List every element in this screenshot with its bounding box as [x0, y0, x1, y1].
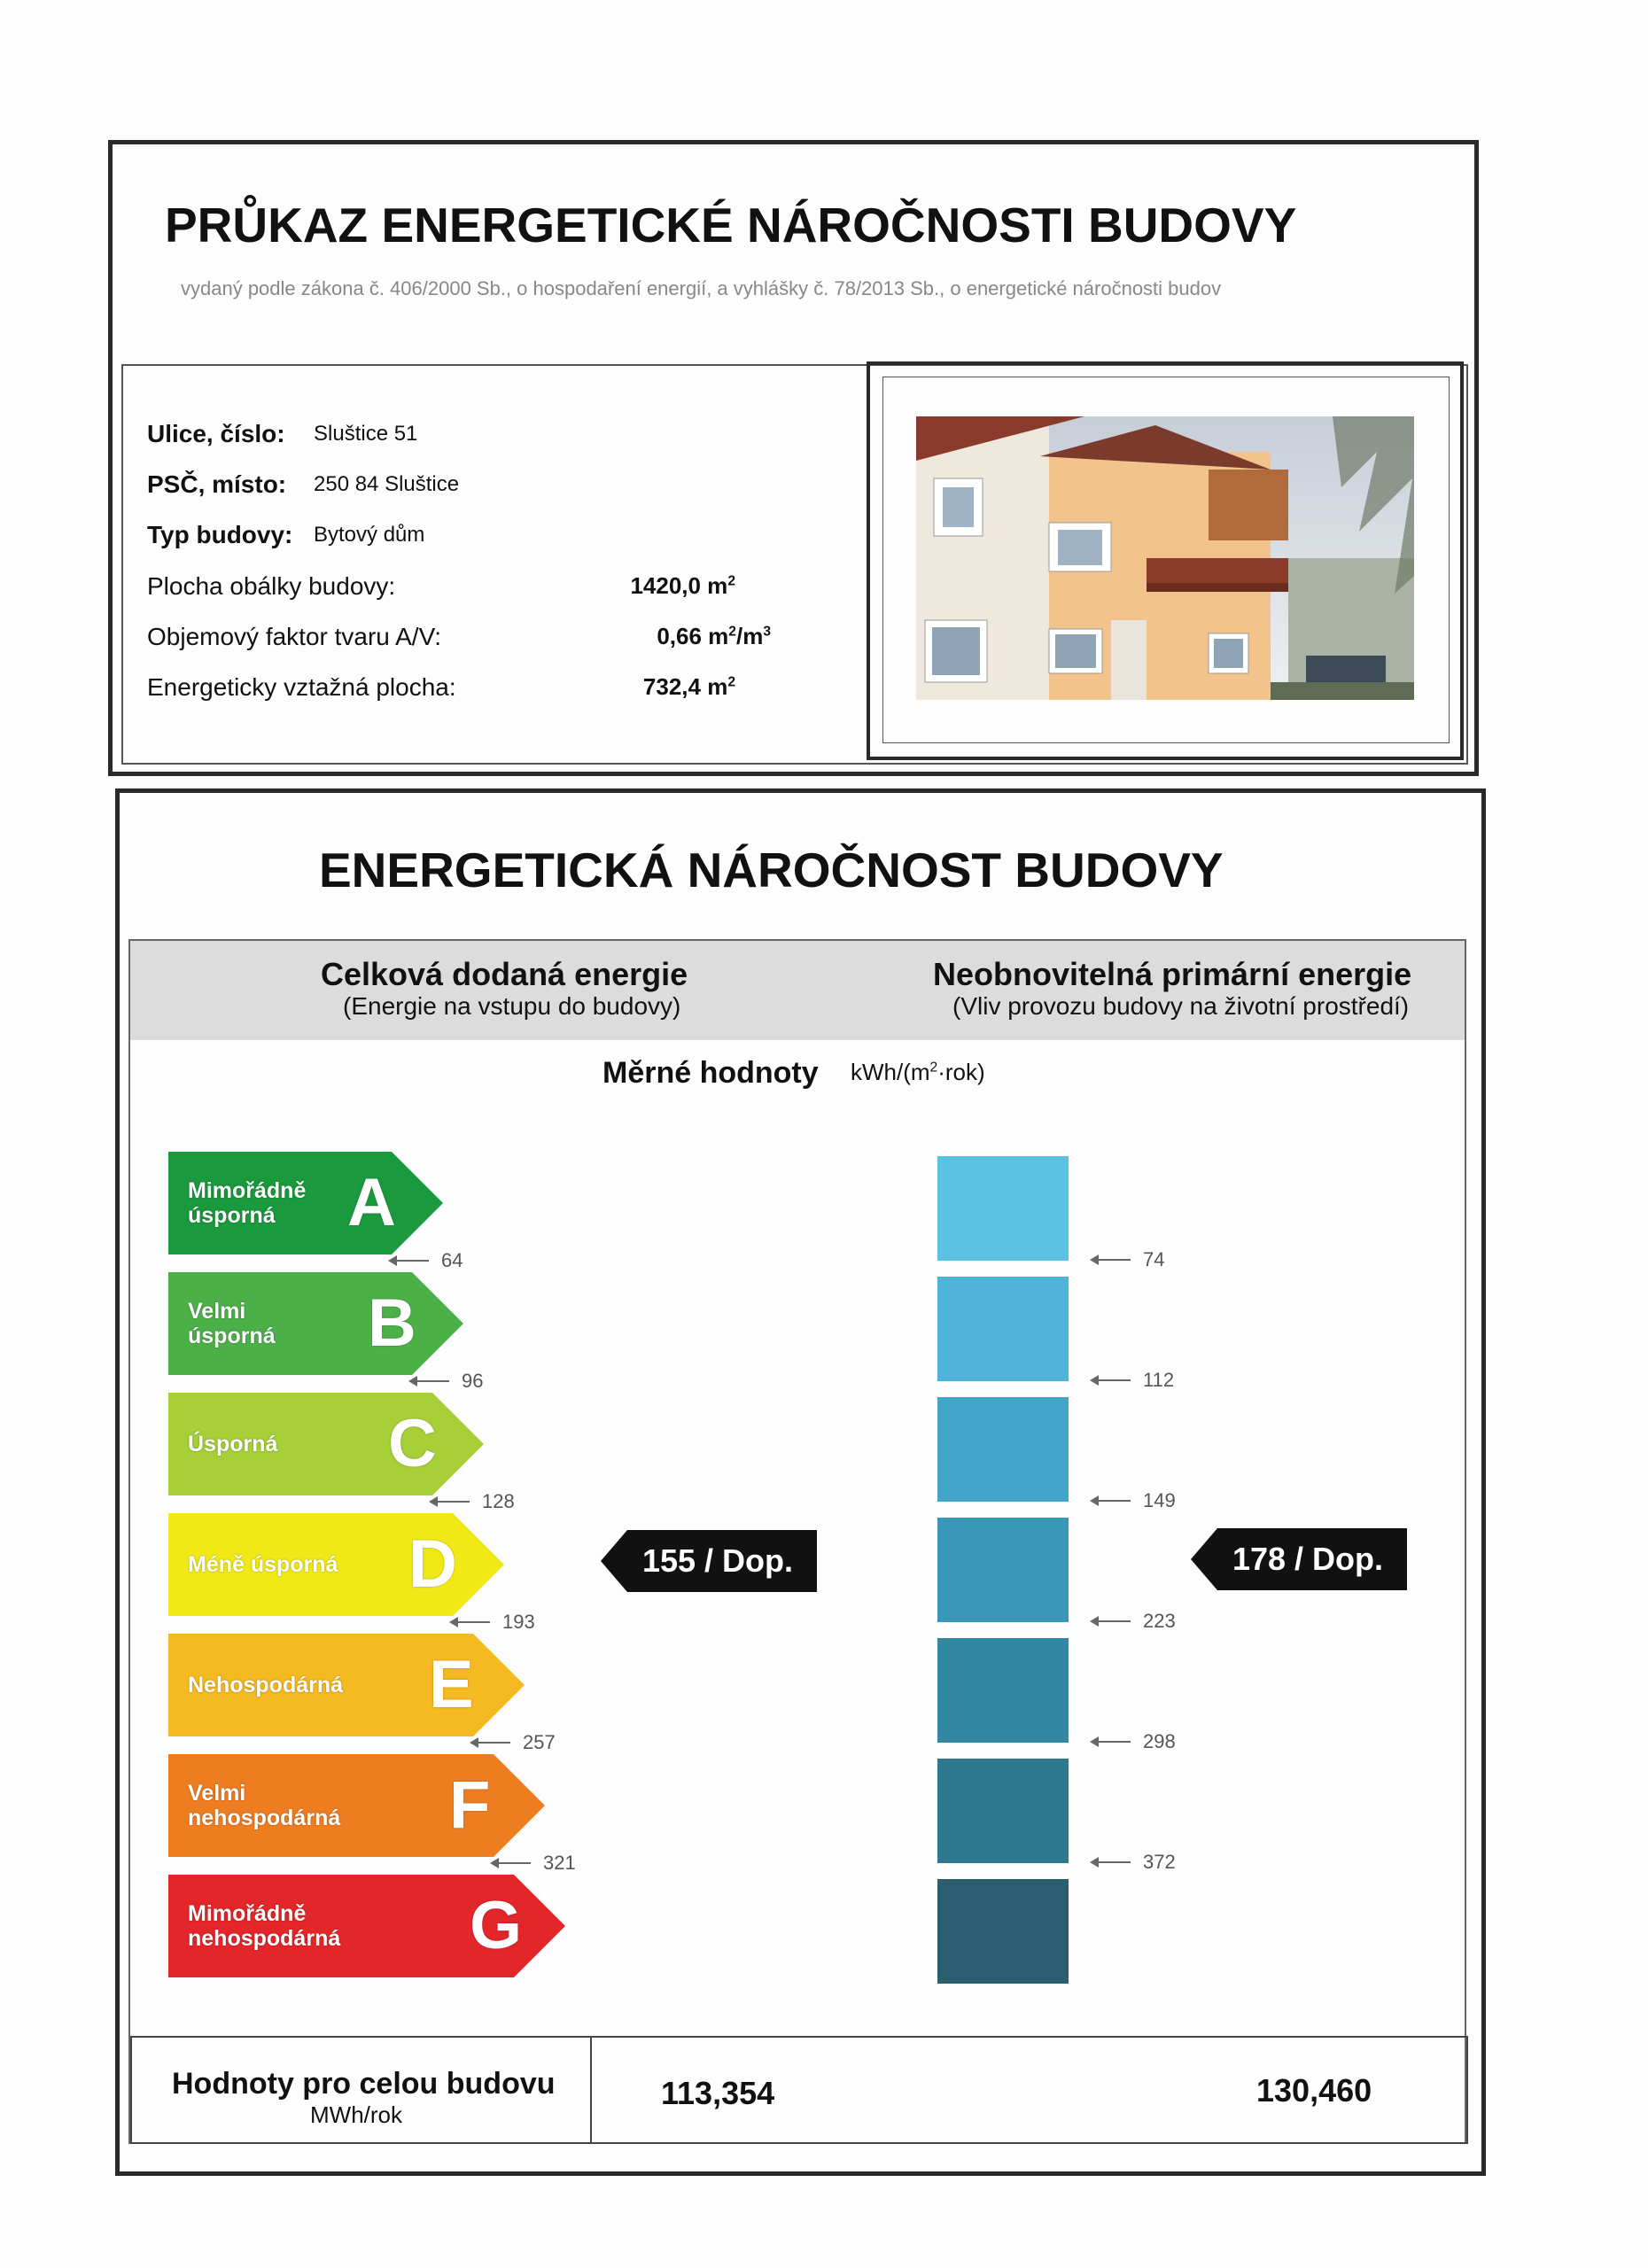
totals-label: Hodnoty pro celou budovu	[172, 2067, 556, 2101]
threshold-value: 64	[441, 1249, 463, 1271]
primary-energy-band	[937, 1518, 1069, 1622]
left-arrow-icon	[1092, 1620, 1131, 1622]
energy-class-label: Velmi úsporná	[188, 1299, 276, 1348]
totals-delivered-value: 113,354	[661, 2075, 775, 2111]
primary-threshold	[1092, 1730, 1176, 1753]
threshold-value: 112	[1143, 1369, 1175, 1391]
energy-class-g	[168, 1875, 565, 1977]
threshold-value: 193	[502, 1611, 535, 1633]
delivered-threshold	[410, 1370, 483, 1393]
threshold-value: 257	[523, 1731, 556, 1753]
reference-area-label: Energeticky vztažná plocha:	[147, 673, 456, 701]
postal-value: 250 84 Sluštice	[314, 472, 460, 496]
delivered-energy-badge-text: 155 / Dop.	[641, 1542, 794, 1579]
street-value: Sluštice 51	[314, 422, 418, 446]
primary-energy-band	[937, 1638, 1069, 1743]
specific-values-unit: kWh/$(m^2\cdot rok)$	[851, 1059, 985, 1085]
delivered-threshold	[451, 1611, 535, 1634]
primary-threshold	[1092, 1489, 1176, 1512]
primary-energy-badge	[1191, 1528, 1407, 1590]
delivered-energy-subtitle: (Energie na vstupu do budovy)	[343, 992, 681, 1020]
energy-class-letter: G	[470, 1888, 523, 1963]
postal-label: PSČ, místo:	[147, 470, 287, 498]
primary-energy-title: Neobnovitelná primární energie	[933, 956, 1412, 992]
energy-class-letter: E	[429, 1647, 474, 1722]
delivered-threshold	[492, 1852, 576, 1875]
energy-class-f	[168, 1754, 545, 1857]
envelope-area-value: 1420,0 $m^2$	[630, 572, 735, 599]
primary-energy-band	[937, 1156, 1069, 1261]
energy-class-label: Méně úsporná	[188, 1552, 338, 1577]
primary-energy-band	[937, 1879, 1069, 1984]
building-type-label: Typ budovy:	[147, 521, 293, 548]
left-arrow-icon	[1092, 1741, 1131, 1743]
building-type-value: Bytový dům	[314, 523, 425, 547]
left-arrow-icon	[492, 1862, 531, 1864]
energy-class-label: Mimořádně nehospodárná	[188, 1901, 341, 1951]
left-arrow-icon	[1092, 1861, 1131, 1863]
left-arrow-icon	[431, 1501, 470, 1503]
threshold-value: 321	[543, 1852, 576, 1874]
primary-energy-badge-text: 178 / Dop.	[1232, 1541, 1384, 1577]
threshold-value: 128	[482, 1490, 515, 1512]
left-arrow-icon	[390, 1260, 429, 1262]
energy-class-label: Mimořádně úsporná	[188, 1178, 307, 1228]
energy-class-b	[168, 1272, 463, 1375]
delivered-energy-title: Celková dodaná energie	[321, 956, 688, 992]
primary-threshold	[1092, 1851, 1176, 1874]
left-arrow-icon	[410, 1380, 449, 1382]
street-label: Ulice, číslo:	[147, 420, 285, 447]
energy-class-letter: F	[449, 1767, 491, 1843]
delivered-threshold	[390, 1249, 463, 1272]
energy-class-e	[168, 1634, 525, 1736]
threshold-value: 298	[1143, 1730, 1176, 1752]
totals-divider	[590, 2036, 592, 2144]
delivered-threshold	[471, 1731, 556, 1754]
page-title: PRŮKAZ ENERGETICKÉ NÁROČNOSTI BUDOVY	[165, 198, 1297, 252]
left-arrow-icon	[1092, 1379, 1131, 1381]
performance-title: ENERGETICKÁ NÁROČNOST BUDOVY	[319, 843, 1224, 897]
primary-energy-band	[937, 1397, 1069, 1502]
energy-class-letter: C	[388, 1406, 437, 1481]
threshold-value: 223	[1143, 1610, 1176, 1632]
energy-class-a	[168, 1152, 443, 1254]
primary-energy-band	[937, 1277, 1069, 1381]
page-subtitle: vydaný podle zákona č. 406/2000 Sb., o hospodaření energií, a vyhlášky č. 78/2013 Sb., o energetické náročnosti budov	[181, 277, 1222, 299]
left-arrow-icon	[1092, 1500, 1131, 1502]
reference-area-value: 732,4 $m^2$	[642, 673, 735, 700]
totals-unit: MWh/rok	[310, 2101, 402, 2128]
energy-class-letter: B	[368, 1285, 416, 1361]
threshold-value: 372	[1143, 1851, 1176, 1873]
shape-factor-value: 0,66 $m^2/m^3$	[657, 623, 771, 649]
primary-threshold	[1092, 1369, 1174, 1392]
energy-class-label: Úsporná	[188, 1432, 278, 1456]
energy-class-label: Nehospodárná	[188, 1673, 344, 1697]
primary-energy-band	[937, 1759, 1069, 1863]
left-arrow-icon	[471, 1742, 510, 1744]
threshold-value: 74	[1143, 1248, 1165, 1270]
energy-class-label: Velmi nehospodárná	[188, 1781, 341, 1830]
primary-energy-subtitle: (Vliv provozu budovy na životní prostředí)	[952, 992, 1410, 1020]
primary-threshold	[1092, 1610, 1176, 1633]
left-arrow-icon	[1092, 1259, 1131, 1261]
totals-primary-value: 130,460	[1256, 2072, 1372, 2109]
energy-class-letter: D	[408, 1526, 457, 1602]
energy-class-letter: A	[347, 1165, 396, 1240]
specific-values-label: Měrné hodnoty	[602, 1056, 819, 1090]
primary-threshold	[1092, 1248, 1164, 1271]
shape-factor-label: Objemový faktor tvaru A/V:	[147, 623, 441, 650]
energy-class-d	[168, 1513, 504, 1616]
threshold-value: 149	[1143, 1489, 1176, 1511]
delivered-threshold	[431, 1490, 515, 1513]
threshold-value: 96	[462, 1370, 484, 1392]
delivered-energy-badge	[601, 1530, 817, 1592]
envelope-area-label: Plocha obálky budovy:	[147, 572, 396, 600]
building-photo	[916, 416, 1414, 700]
energy-class-c	[168, 1393, 484, 1495]
left-arrow-icon	[451, 1621, 490, 1623]
